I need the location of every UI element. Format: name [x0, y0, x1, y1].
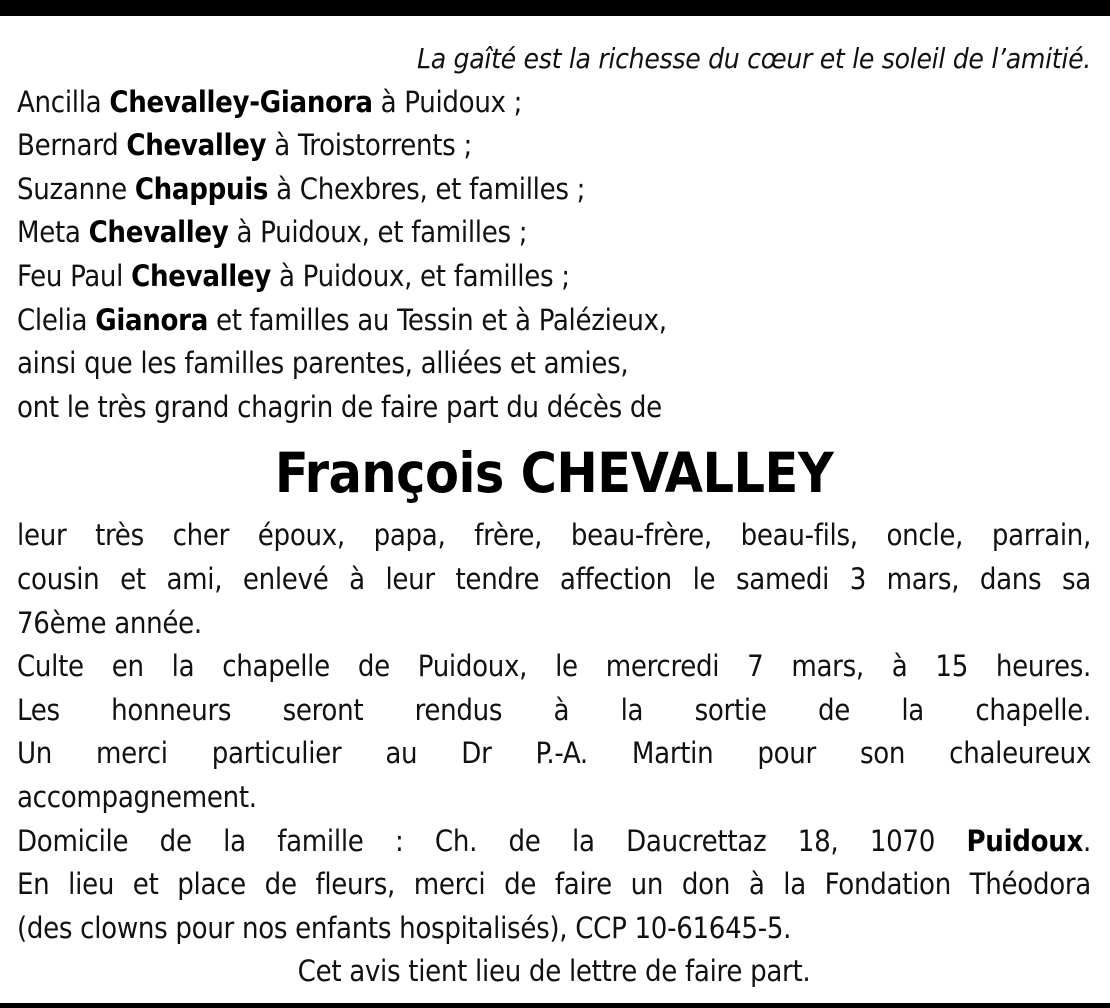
domicile-suffix: .	[1083, 823, 1091, 858]
mourner-location: à Puidoux, et familles ;	[279, 258, 570, 293]
mourner-location: à Puidoux, et familles ;	[236, 215, 528, 250]
mourner-last-name: Chevalley	[126, 128, 267, 163]
mourner-location: à Puidoux ;	[380, 84, 523, 119]
mourner-first-name: Ancilla	[17, 84, 102, 119]
mourner-last-name: Chevalley	[88, 215, 229, 250]
mourner-line	[17, 255, 1091, 299]
mourner-line	[17, 124, 1091, 168]
donation-line: En lieu et place de fleurs, merci de faire un don à la Fondation Théodora	[17, 867, 1091, 902]
mourner-first-name: Feu Paul	[17, 258, 124, 293]
mourner-first-name: Clelia	[17, 302, 88, 337]
relation-line: 76ème année.	[17, 605, 202, 640]
ceremony-line: Les honneurs seront rendus à la sortie de la chapelle.	[17, 692, 1091, 727]
mourner-first-name: Bernard	[17, 128, 119, 163]
bottom-border	[0, 1003, 1110, 1008]
closing-note: Cet avis tient lieu de lettre de faire part.	[297, 954, 811, 989]
donation-line: (des clowns pour nos enfants hospitalisés), CCP 10-61645-5.	[17, 910, 792, 945]
intro-line: ainsi que les familles parentes, alliées et amies,	[17, 346, 629, 381]
intro-line: ont le très grand chagrin de faire part du décès de	[17, 389, 662, 424]
mourner-last-name: Chevalley-Gianora	[109, 84, 373, 119]
mourner-line	[17, 168, 1091, 212]
mourner-line	[17, 299, 1091, 343]
mourner-location: à Troistorrents ;	[274, 128, 472, 163]
mourner-location: à Chexbres, et familles ;	[276, 171, 586, 206]
top-border	[0, 0, 1110, 16]
relation-line: leur très cher époux, papa, frère, beau-frère, beau-fils, oncle, parrain,	[17, 518, 1091, 553]
mourner-location: et familles au Tessin et à Palézieux,	[216, 302, 667, 337]
deceased-name: François CHEVALLEY	[274, 441, 834, 506]
mourner-last-name: Chevalley	[131, 258, 272, 293]
ceremony-line: Un merci particulier au Dr P.-A. Martin pour son chaleureux	[17, 736, 1091, 771]
mourner-last-name: Chappuis	[134, 171, 269, 206]
mourner-last-name: Gianora	[95, 302, 209, 337]
mourner-line	[17, 81, 1091, 125]
mourner-line	[17, 211, 1091, 255]
domicile-address: Domicile de la famille : Ch. de la Daucrettaz 18, 1070	[17, 823, 935, 858]
mourner-first-name: Meta	[17, 215, 81, 250]
ceremony-line: accompagnement.	[17, 779, 257, 814]
obituary-notice	[17, 37, 1091, 994]
motto-quote: La gaîté est la richesse du cœur et le soleil de l’amitié.	[416, 42, 1091, 75]
domicile-line	[17, 820, 1091, 864]
domicile-town: Puidoux	[966, 823, 1084, 858]
relation-line: cousin et ami, enlevé à leur tendre affection le samedi 3 mars, dans sa	[17, 561, 1091, 596]
mourner-first-name: Suzanne	[17, 171, 127, 206]
ceremony-line: Culte en la chapelle de Puidoux, le mercredi 7 mars, à 15 heures.	[17, 649, 1091, 684]
